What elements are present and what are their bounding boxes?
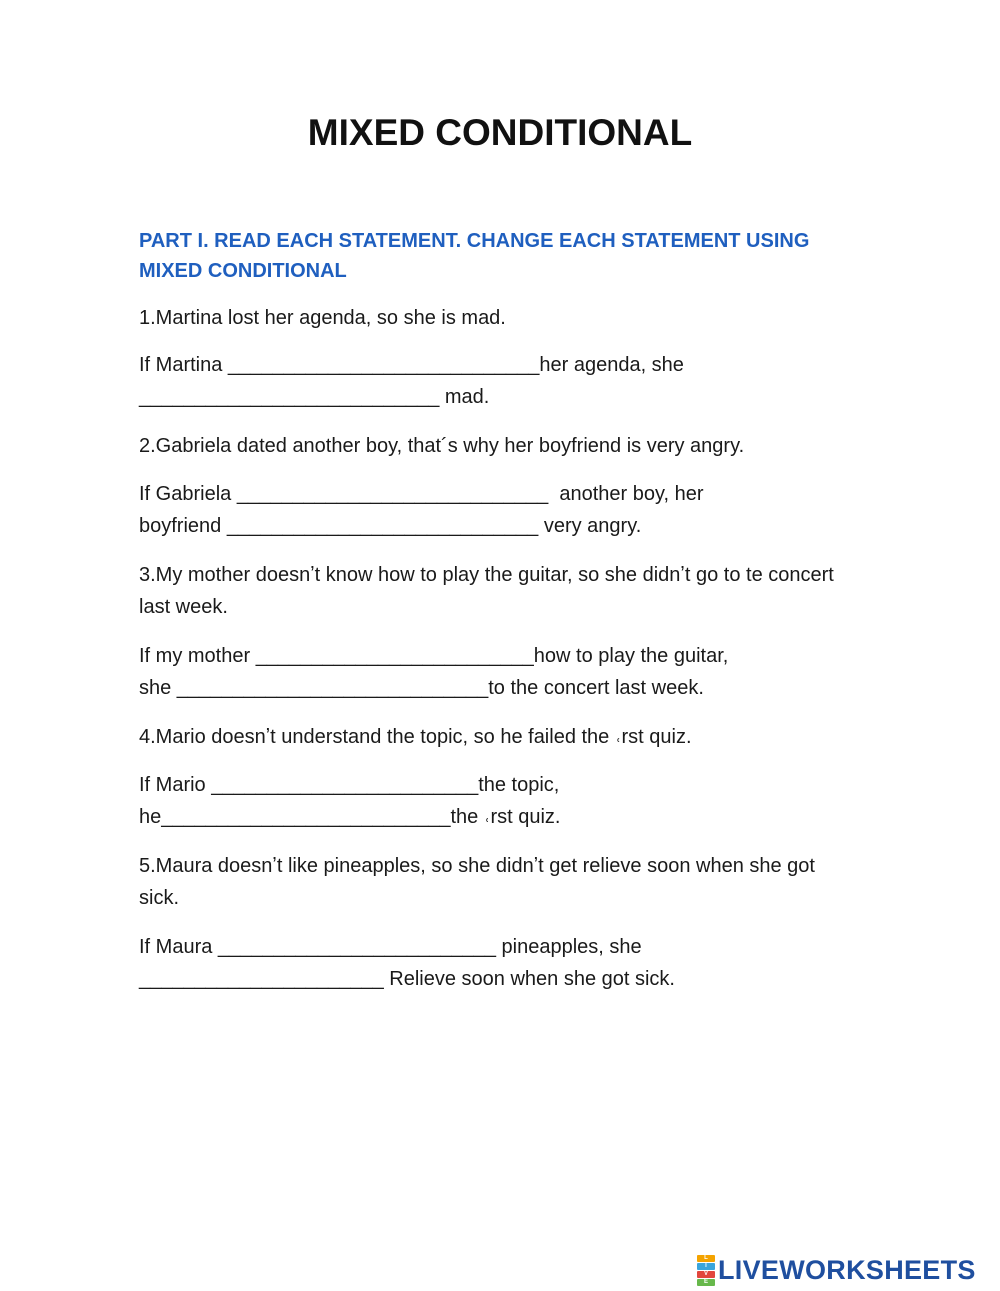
answer-1 [139, 349, 869, 413]
logo-block-v: V [697, 1271, 715, 1278]
logo-blocks-icon [697, 1255, 715, 1286]
answer-1-line-2[interactable]: ___________________________ mad. [139, 386, 490, 408]
answer-3-line-1[interactable]: If my mother _________________________how to play the guitar, [139, 645, 729, 667]
answer-3 [139, 640, 869, 704]
page-title: MIXED CONDITIONAL [307, 112, 693, 153]
answer-5 [139, 931, 869, 995]
answer-4 [139, 769, 869, 833]
brand-name: LIVEWORKSHEETS [718, 1254, 976, 1285]
answer-4-line-2[interactable]: he__________________________the ˓rst quiz. [139, 806, 561, 828]
logo-block-l: L [697, 1255, 715, 1262]
logo-block-e: E [697, 1279, 715, 1286]
statement-1: 1.Martina lost her agenda, so she is mad. [139, 307, 506, 329]
answer-2-line-1[interactable]: If Gabriela ____________________________ another boy, her [139, 483, 704, 505]
answer-4-line-1[interactable]: If Mario ________________________the topic, [139, 774, 560, 796]
statement-4: 4.Mario doesnʼt understand the topic, so he failed the ˓rst quiz. [139, 726, 692, 748]
answer-2-line-2[interactable]: boyfriend ____________________________ very angry. [139, 515, 642, 537]
answer-3-line-2[interactable]: she ____________________________to the concert last week. [139, 677, 704, 699]
statement-5: 5.Maura doesnʼt like pineapples, so she didnʼt get relieve soon when she got sick. [139, 855, 815, 909]
liveworksheets-logo [697, 1254, 976, 1286]
answer-5-line-2[interactable]: ______________________ Relieve soon when she got sick. [139, 968, 675, 990]
answer-5-line-1[interactable]: If Maura _________________________ pineapples, she [139, 936, 642, 958]
answer-1-line-1[interactable]: If Martina ____________________________her agenda, she [139, 354, 684, 376]
logo-block-i: I [697, 1263, 715, 1270]
statement-2: 2.Gabriela dated another boy, that´s why her boyfriend is very angry. [139, 435, 745, 457]
instructions-heading: PART I. READ EACH STATEMENT. CHANGE EACH STATEMENT USING MIXED CONDITIONAL [139, 230, 810, 282]
statement-3: 3.My mother doesnʼt know how to play the guitar, so she didnʼt go to te concert last week. [139, 564, 834, 618]
answer-2 [139, 478, 869, 542]
